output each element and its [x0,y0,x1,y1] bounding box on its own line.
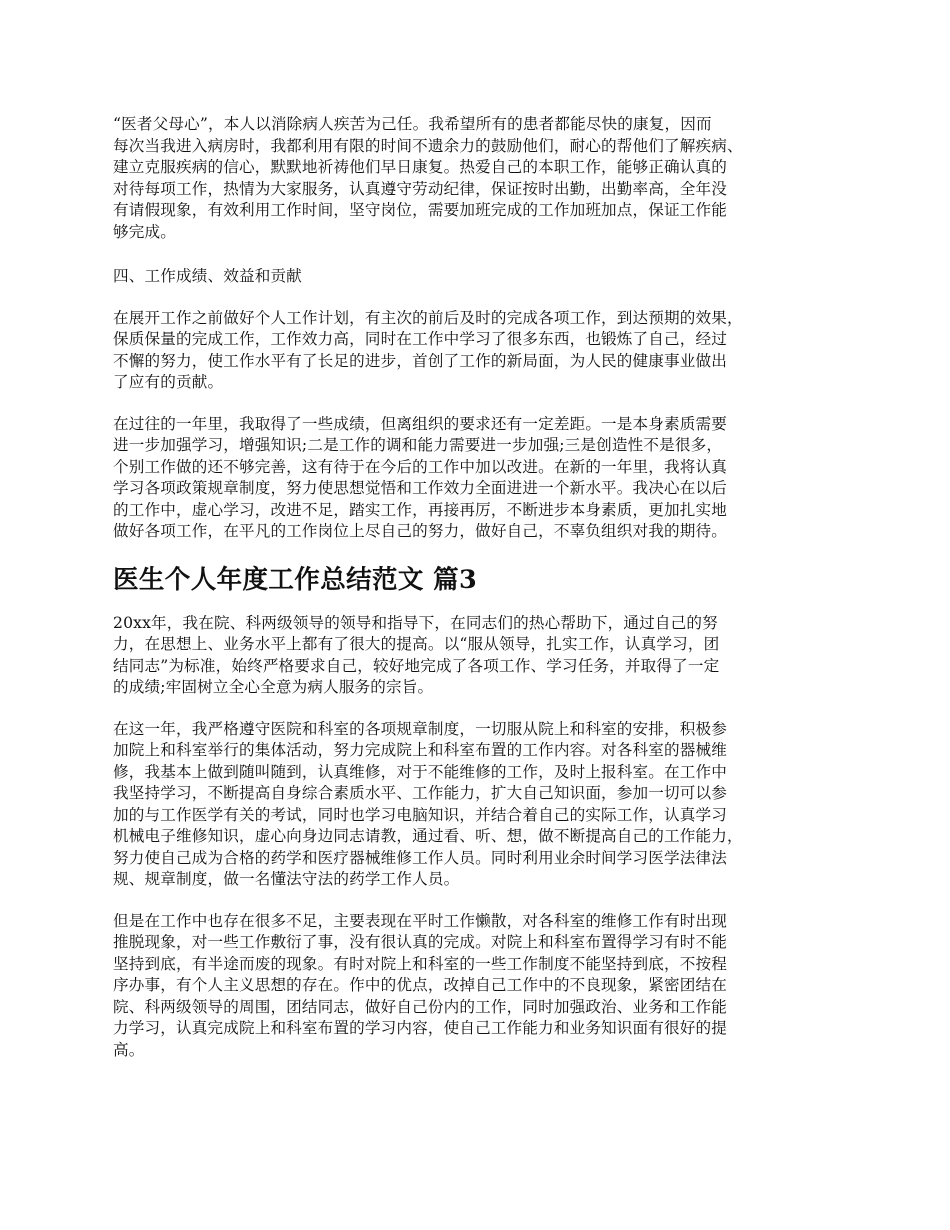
text-line: 每次当我进入病房时，我都利用有限的时间不遗余力的鼓励他们，耐心的帮他们了解疾病、 [113,136,743,155]
text-line: 建立克服疾病的信心，默默地祈祷他们早日康复。热爱自己的本职工作，能够正确认真的 [113,158,728,176]
text-line: 结同志”为标准，始终严格要求自己，较好地完成了各项工作、学习任务，并取得了一定 [113,656,720,675]
text-line: 有请假现象，有效利用工作时间，坚守岗位，需要加班完成的工作加班加点，保证工作能 [113,201,728,219]
body-paragraph-shortcomings [113,911,840,1062]
body-paragraph-work [113,719,840,891]
text-line: 但是在工作中也存在很多不足，主要表现在平时工作懒散，对各科室的维修工作有时出现 [113,911,728,930]
text-line: 个别工作做的还不够完善，这有待于在今后的工作中加以改进。在新的一年里，我将认真 [113,457,728,476]
text-line: 力，在思想上、业务水平上都有了很大的提高。以“服从领导，扎实工作，认真学习，团 [113,635,720,653]
text-line: 序办事，有个人主义思想的存在。作中的优点，改掉自己工作中的不良现象，紧密团结在 [113,976,728,994]
text-line: 在这一年，我严格遵守医院和科室的各项规章制度，一切服从院上和科室的安排，积极参 [113,719,728,738]
text-line: 加院上和科室举行的集体活动，努力完成院上和科室布置的工作内容。对各科室的器械维 [113,741,728,759]
text-line: 在展开工作之前做好个人工作计划，有主次的前后及时的完成各项工作，到达预期的效果， [113,308,743,327]
text-line: 坚持到底，有半途而废的现象。有时对院上和科室的一些工作制度不能坚持到底，不按程 [113,954,728,973]
body-paragraph-achievements [113,308,840,394]
text-line: 推脱现象，对一些工作敷衍了事，没有很认真的完成。对院上和科室布置得学习有时不能 [113,933,728,951]
text-line: 加的与工作医学有关的考试，同时也学习电脑知识，并结合着自己的实际工作，认真学习 [113,805,728,824]
body-paragraph-reflection [113,414,840,543]
text-line: 学习各项政策规章制度，努力使思想觉悟和工作效力全面进进一个新水平。我决心在以后 [113,479,728,497]
document-page [113,114,840,1061]
text-line: 规、规章制度，做一名懂法守法的药学工作人员。 [113,870,460,888]
article-title: 医生个人年度工作总结范文 篇3 [113,564,478,595]
text-line: 了应有的贡献。 [113,373,224,391]
text-line: 够完成。 [113,222,176,241]
text-line: 对待每项工作，热情为大家服务，认真遵守劳动纪律，保证按时出勤，出勤率高，全年没 [113,179,728,198]
text-line: 的成绩;牢固树立全心全意为病人服务的宗旨。 [113,678,434,696]
text-line: 机械电子维修知识，虚心向身边同志请教，通过看、听、想，做不断提高自己的工作能力， [113,827,743,845]
subheading-text: 四、工作成绩、效益和贡献 [113,267,302,285]
text-line: 力学习，认真完成院上和科室布置的学习内容，使自己工作能力和业务知识面有很好的提 [113,1019,728,1037]
section-subheading [113,266,840,288]
body-paragraph-intro [113,613,840,699]
text-line: 我坚持学习，不断提高自身综合素质水平、工作能力，扩大自己知识面，参加一切可以参 [113,784,728,802]
text-line: 修，我基本上做到随叫随到，认真维修，对于不能维修的工作，及时上报科室。在工作中 [113,762,728,781]
text-line: 20xx年，我在院、科两级领导的领导和指导下，在同志们的热心帮助下，通过自己的努 [113,613,718,632]
text-line: “医者父母心”，本人以消除病人疾苦为己任。我希望所有的患者都能尽快的康复，因而 [113,115,712,133]
text-line: 进一步加强学习，增强知识;二是工作的调和能力需要进一步加强;三是创造性不是很多， [113,436,723,454]
text-line: 保质保量的完成工作，工作效力高，同时在工作中学习了很多东西，也锻炼了自己，经过 [113,330,728,348]
text-line: 不懈的努力，使工作水平有了长足的进步，首创了工作的新局面，为人民的健康事业做出 [113,351,728,370]
text-line: 努力使自己成为合格的药学和医疗器械维修工作人员。同时利用业余时间学习医学法律法 [113,848,728,867]
text-line: 在过往的一年里，我取得了一些成绩，但离组织的要求还有一定差距。一是本身素质需要 [113,414,728,433]
text-line: 高。 [113,1040,145,1059]
text-line: 的工作中，虚心学习，改进不足，踏实工作，再接再厉，不断进步本身素质，更加扎实地 [113,500,728,519]
text-line: 做好各项工作，在平凡的工作岗位上尽自己的努力，做好自己，不辜负组织对我的期待。 [113,522,728,540]
body-paragraph-dedication [113,114,840,243]
text-line: 院、科两级领导的周围，团结同志，做好自己份内的工作，同时加强政治、业务和工作能 [113,997,728,1016]
